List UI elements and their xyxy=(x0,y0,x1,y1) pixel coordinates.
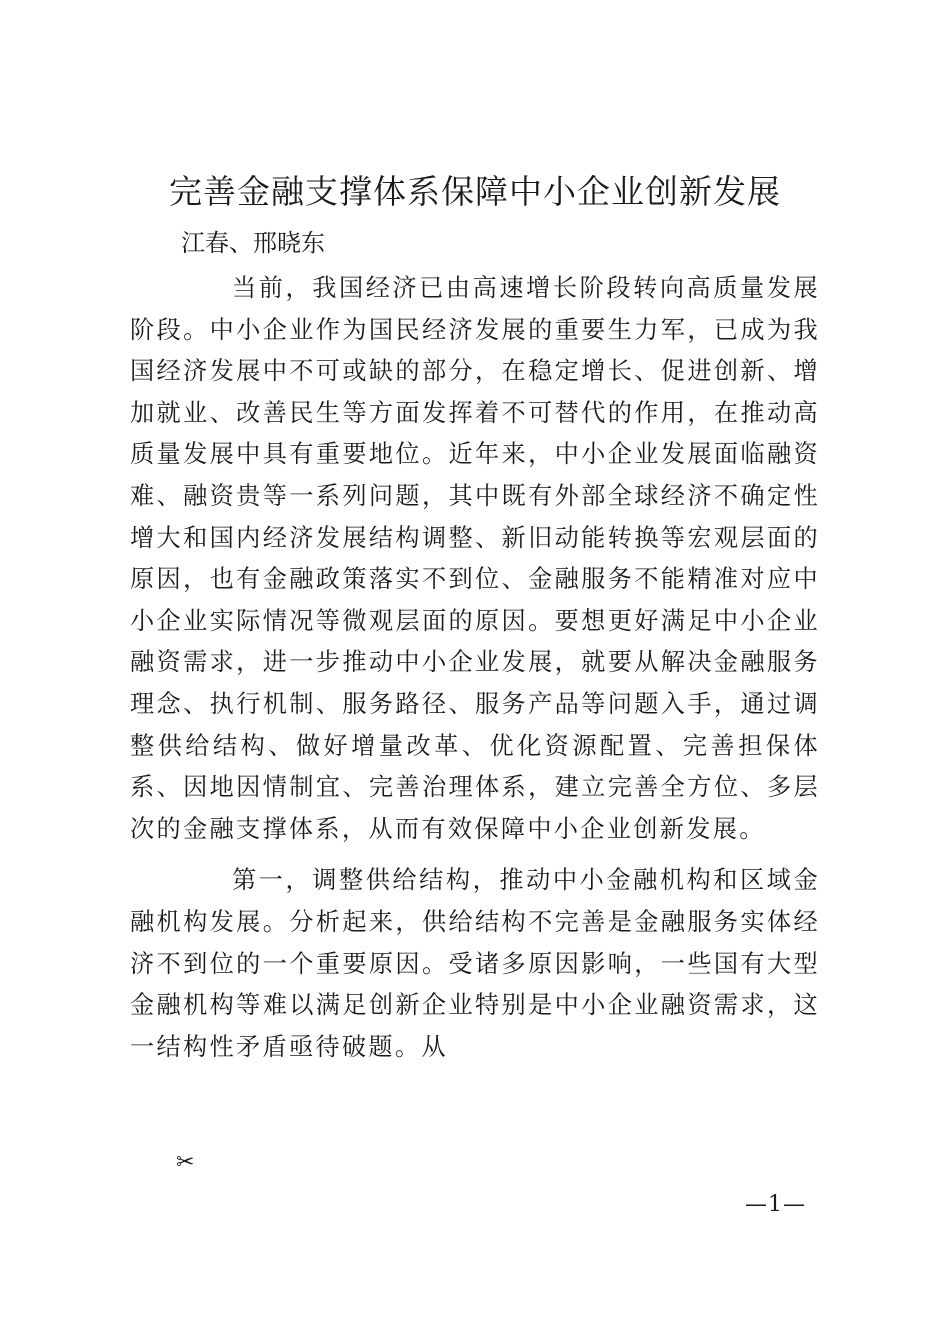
document-authors: 江春、邢晓东 xyxy=(181,229,325,257)
document-body xyxy=(130,268,820,1068)
scissors-icon: ✂ xyxy=(176,1150,195,1175)
document-title: 完善金融支撑体系保障中小企业创新发展 xyxy=(169,172,781,211)
body-paragraph: 当前，我国经济已由高速增长阶段转向高质量发展阶段。中小企业作为国民经济发展的重要生力军，已成为我国经济发展中不可或缺的部分，在稳定增长、促进创新、增加就业、改善民生等方面发挥着不可替代的作用，在推动高质量发展中具有重要地位。近年来，中小企业发展面临融资难、融资贵等一系列问题，其中既有外部全球经济不确定性增大和国内经济发展结构调整、新旧动能转换等宏观层面的原因，也有金融政策落实不到位、金融服务不能精准对应中小企业实际情况等微观层面的原因。要想更好满足中小企业融资需求，进一步推动中小企业发展，就要从解决金融服务理念、执行机制、服务路径、服务产品等问题入手，通过调整供给结构、做好增量改革、优化资源配置、完善担保体系、因地因情制宜、完善治理体系，建立完善全方位、多层次的金融支撑体系，从而有效保障中小企业创新发展。 xyxy=(130,274,820,843)
page-number: —1— xyxy=(745,1192,806,1217)
body-paragraph: 第一，调整供给结构，推动中小金融机构和区域金融机构发展。分析起来，供给结构不完善是金融服务实体经济不到位的一个重要原因。受诸多原因影响，一些国有大型金融机构等难以满足创新企业特别是中小企业融资需求，这一结构性矛盾亟待破题。从 xyxy=(130,866,820,1061)
